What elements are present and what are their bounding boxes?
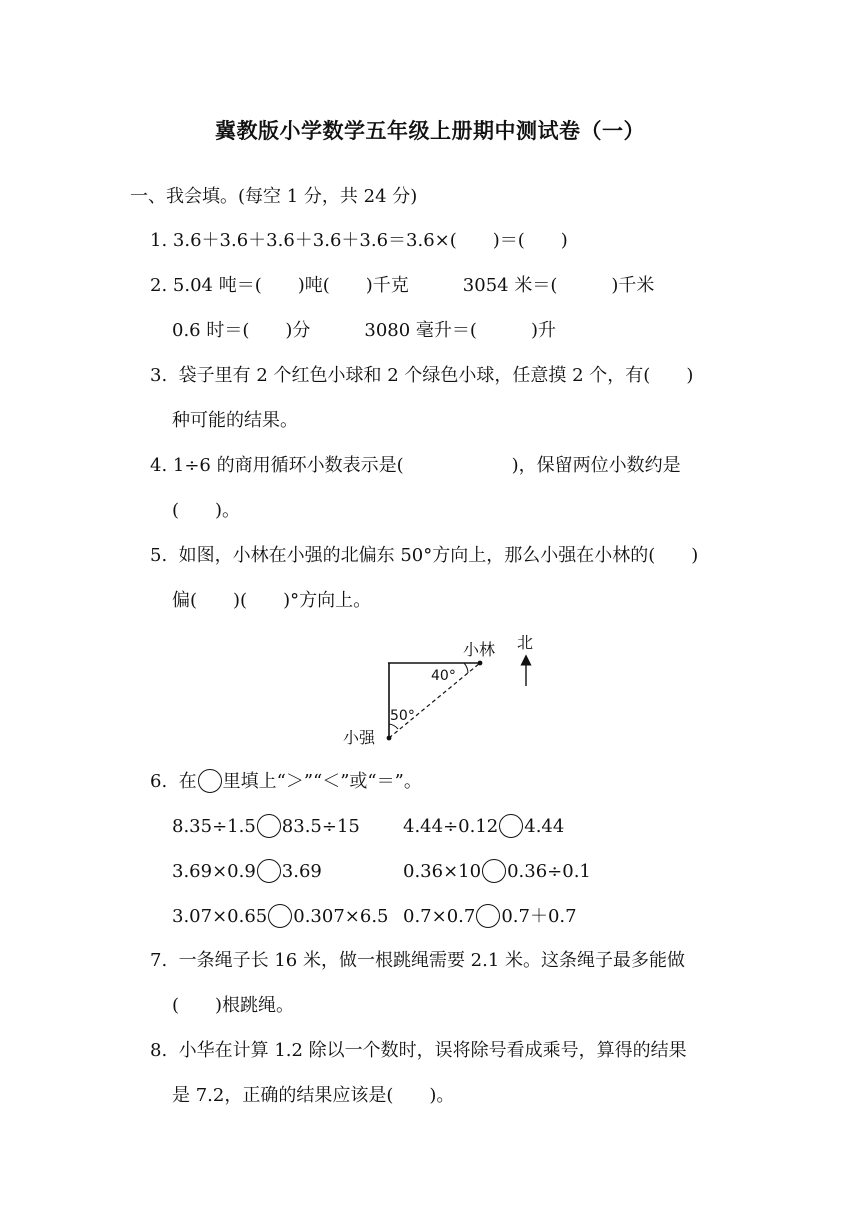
angle-arc-top (464, 663, 468, 673)
compare-expression: 0.7＋0.7 (501, 906, 577, 927)
label-xiaolin: 小林 (463, 640, 496, 659)
question-8-line-2: 是 7.2，正确的结果应该是( )。 (172, 1085, 455, 1106)
compare-row-3-right (403, 904, 577, 929)
question-5-line-1: 5. 如图，小林在小强的北偏东 50°方向上，那么小强在小林的( ) (150, 545, 699, 566)
compare-row-1-left (172, 814, 360, 839)
answer-circle[interactable] (499, 814, 523, 838)
compare-expression: 4.44÷0.12 (403, 816, 499, 837)
question-7-line-2: ( )根跳绳。 (172, 995, 295, 1016)
label-xiaoqiang: 小强 (343, 728, 376, 747)
question-3-line-1: 3. 袋子里有 2 个红色小球和 2 个绿色小球，任意摸 2 个，有( ) (150, 365, 694, 386)
label-angle-50: 50° (390, 708, 415, 724)
compare-expression: 0.7×0.7 (403, 906, 476, 927)
question-6-header (150, 769, 422, 794)
answer-circle[interactable] (257, 859, 281, 883)
answer-circle[interactable] (257, 814, 281, 838)
compare-expression: 0.36×10 (403, 861, 482, 882)
angle-arc-bottom (389, 724, 398, 729)
compare-expression: 0.307×6.5 (293, 906, 389, 927)
question-5-line-2: 偏( )( )°方向上。 (172, 590, 372, 611)
question-4-line-2: ( )。 (172, 500, 241, 521)
compare-row-3-left (172, 904, 389, 929)
question-2-line-2: 0.6 时＝( )分 3080 毫升＝( )升 (172, 320, 556, 341)
page-title: 冀教版小学数学五年级上册期中测试卷（一） (215, 119, 645, 143)
question-7-line-1: 7. 一条绳子长 16 米，做一根跳绳需要 2.1 米。这条绳子最多能做 (150, 950, 686, 971)
compare-row-1-right (403, 814, 564, 839)
question-3-line-2: 种可能的结果。 (172, 410, 298, 431)
compare-expression: 83.5÷15 (281, 816, 360, 837)
compare-expression: 0.36÷0.1 (507, 861, 591, 882)
question-8-line-1: 8. 小华在计算 1.2 除以一个数时，误将除号看成乘号，算得的结果 (150, 1040, 687, 1061)
answer-circle[interactable] (476, 904, 500, 928)
compare-expression: 3.07×0.65 (172, 906, 268, 927)
compare-row-2-right (403, 859, 591, 884)
point-xiaolin (478, 661, 483, 666)
compare-expression: 3.69×0.9 (172, 861, 256, 882)
question-4-line-1: 4. 1÷6 的商用循环小数表示是( )，保留两位小数约是 (150, 455, 681, 476)
question-1: 1. 3.6＋3.6＋3.6＋3.6＋3.6＝3.6×( )＝( ) (150, 230, 568, 251)
question-2-line-1: 2. 5.04 吨＝( )吨( )千克 3054 米＝( )千米 (150, 275, 655, 296)
point-xiaoqiang (387, 736, 392, 741)
label-angle-40: 40° (431, 668, 456, 684)
section-heading: 一、我会填。(每空 1 分，共 24 分) (130, 186, 418, 207)
answer-circle[interactable] (268, 904, 292, 928)
question-6-prefix: 6. 在 (150, 771, 197, 792)
blank-circle-icon (198, 769, 222, 793)
question-6-suffix: 里填上“＞”“＜”或“＝”。 (222, 771, 422, 792)
compare-expression: 4.44 (524, 816, 565, 837)
compare-expression: 8.35÷1.5 (172, 816, 256, 837)
label-north: 北 (517, 633, 534, 652)
direction-figure (330, 628, 550, 752)
compare-row-2-left (172, 859, 322, 884)
compare-expression: 3.69 (281, 861, 322, 882)
answer-circle[interactable] (482, 859, 506, 883)
